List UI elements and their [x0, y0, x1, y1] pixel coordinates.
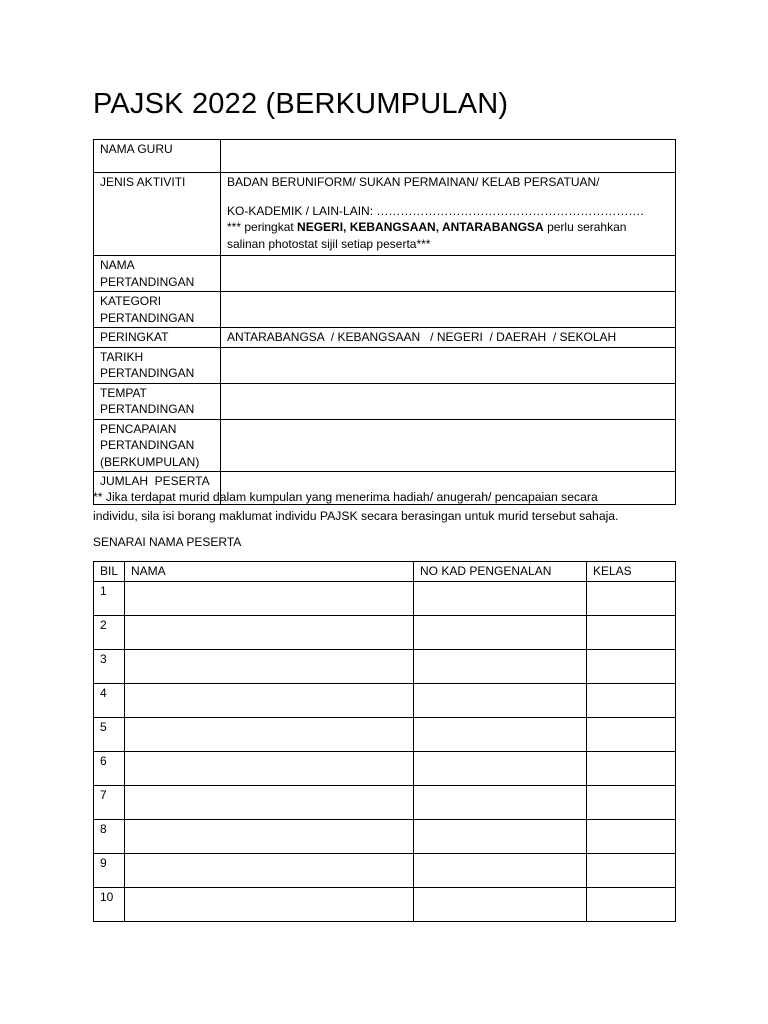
- nama-cell[interactable]: [125, 853, 414, 887]
- info-row-tarikh-pertandingan: [94, 347, 676, 383]
- senarai-heading: SENARAI NAMA PESERTA: [93, 535, 242, 549]
- header-bil: BIL: [94, 562, 125, 582]
- no-kad-cell[interactable]: [414, 649, 587, 683]
- info-table: [93, 139, 676, 505]
- note-suffix: perlu serahkan: [543, 220, 627, 234]
- info-row-peringkat: [94, 328, 676, 348]
- nama-cell[interactable]: [125, 785, 414, 819]
- peringkat-options[interactable]: ANTARABANGSA / KEBANGSAAN / NEGERI / DAERAH / SEKOLAH: [221, 328, 676, 348]
- table-row: [94, 853, 676, 887]
- footnote: [93, 488, 678, 526]
- label-line: PERTANDINGAN: [100, 438, 195, 452]
- label-line: PERTANDINGAN: [100, 274, 195, 289]
- no-kad-cell[interactable]: [414, 615, 587, 649]
- bil-cell: 3: [94, 649, 125, 683]
- nama-cell[interactable]: [125, 819, 414, 853]
- label-line: PENCAPAIAN: [100, 421, 177, 436]
- note-bold: NEGERI, KEBANGSAAN, ANTARABANGSA: [297, 220, 544, 234]
- table-row: [94, 785, 676, 819]
- participants-header-row: [94, 562, 676, 582]
- spacer: [227, 191, 669, 203]
- nama-cell[interactable]: [125, 683, 414, 717]
- jenis-aktiviti-note: [227, 219, 669, 236]
- label-line: PERTANDINGAN: [100, 402, 195, 416]
- table-row: [94, 581, 676, 615]
- bil-cell: 7: [94, 785, 125, 819]
- kelas-cell[interactable]: [587, 615, 676, 649]
- footnote-line: individu, sila isi borang maklumat individu PAJSK secara berasingan untuk murid tersebut sahaja.: [93, 509, 619, 523]
- no-kad-cell[interactable]: [414, 887, 587, 921]
- note-prefix: *** peringkat: [227, 220, 298, 234]
- info-row-pencapaian-pertandingan: [94, 419, 676, 472]
- pencapaian-pertandingan-label: [94, 419, 221, 472]
- no-kad-cell[interactable]: [414, 717, 587, 751]
- jenis-aktiviti-lain-lain: KO-KADEMIK / LAIN-LAIN: ………………………………………………………….: [227, 203, 644, 218]
- nama-cell[interactable]: [125, 615, 414, 649]
- peringkat-label: PERINGKAT: [94, 328, 221, 348]
- kelas-cell[interactable]: [587, 581, 676, 615]
- no-kad-cell[interactable]: [414, 785, 587, 819]
- bil-cell: 5: [94, 717, 125, 751]
- bil-cell: 9: [94, 853, 125, 887]
- no-kad-cell[interactable]: [414, 819, 587, 853]
- nama-cell[interactable]: [125, 751, 414, 785]
- kelas-cell[interactable]: [587, 683, 676, 717]
- table-row: [94, 683, 676, 717]
- info-row-tempat-pertandingan: [94, 383, 676, 419]
- kategori-pertandingan-label: [94, 292, 221, 328]
- jenis-aktiviti-note-line2: salinan photostat sijil setiap peserta***: [227, 236, 431, 251]
- tempat-pertandingan-label: [94, 383, 221, 419]
- no-kad-cell[interactable]: [414, 683, 587, 717]
- kelas-cell[interactable]: [587, 819, 676, 853]
- info-row-kategori-pertandingan: [94, 292, 676, 328]
- bil-cell: 10: [94, 887, 125, 921]
- kelas-cell[interactable]: [587, 887, 676, 921]
- info-row-nama-pertandingan: [94, 256, 676, 292]
- table-row: [94, 649, 676, 683]
- label-line: (BERKUMPULAN): [100, 454, 200, 469]
- tarikh-pertandingan-label: [94, 347, 221, 383]
- label-line: NAMA: [100, 258, 135, 272]
- jenis-aktiviti-label: JENIS AKTIVITI: [94, 173, 221, 256]
- kelas-cell[interactable]: [587, 649, 676, 683]
- label-line: PERTANDINGAN: [100, 366, 195, 380]
- table-row: [94, 819, 676, 853]
- bil-cell: 6: [94, 751, 125, 785]
- header-kelas: KELAS: [587, 562, 676, 582]
- label-line: KATEGORI: [100, 294, 162, 308]
- kelas-cell[interactable]: [587, 717, 676, 751]
- no-kad-cell[interactable]: [414, 581, 587, 615]
- tempat-pertandingan-field[interactable]: [221, 383, 676, 419]
- nama-cell[interactable]: [125, 649, 414, 683]
- info-row-nama-guru: [94, 140, 676, 173]
- page-title: PAJSK 2022 (BERKUMPULAN): [93, 88, 509, 120]
- kelas-cell[interactable]: [587, 853, 676, 887]
- label-line: PERTANDINGAN: [100, 310, 195, 325]
- no-kad-cell[interactable]: [414, 853, 587, 887]
- nama-cell[interactable]: [125, 887, 414, 921]
- table-row: [94, 615, 676, 649]
- pencapaian-pertandingan-field[interactable]: [221, 419, 676, 472]
- kelas-cell[interactable]: [587, 751, 676, 785]
- kategori-pertandingan-field[interactable]: [221, 292, 676, 328]
- nama-pertandingan-field[interactable]: [221, 256, 676, 292]
- jenis-aktiviti-options: BADAN BERUNIFORM/ SUKAN PERMAINAN/ KELAB PERSATUAN/: [227, 175, 600, 189]
- table-row: [94, 887, 676, 921]
- kelas-cell[interactable]: [587, 785, 676, 819]
- nama-cell[interactable]: [125, 581, 414, 615]
- bil-cell: 2: [94, 615, 125, 649]
- jenis-aktiviti-field[interactable]: [221, 173, 676, 256]
- footnote-line: ** Jika terdapat murid dalam kumpulan yang menerima hadiah/ anugerah/ pencapaian secara: [93, 490, 598, 504]
- participants-table: [93, 561, 676, 922]
- header-nama: NAMA: [125, 562, 414, 582]
- header-no-kad: NO KAD PENGENALAN: [414, 562, 587, 582]
- tarikh-pertandingan-field[interactable]: [221, 347, 676, 383]
- bil-cell: 4: [94, 683, 125, 717]
- label-line: TARIKH: [100, 349, 144, 364]
- nama-cell[interactable]: [125, 717, 414, 751]
- nama-pertandingan-label: [94, 256, 221, 292]
- bil-cell: 1: [94, 581, 125, 615]
- table-row: [94, 717, 676, 751]
- nama-guru-label: NAMA GURU: [94, 140, 221, 173]
- info-row-jenis-aktiviti: [94, 173, 676, 256]
- jumlah-peserta-label: JUMLAH PESERTA: [94, 472, 221, 505]
- bil-cell: 8: [94, 819, 125, 853]
- table-row: [94, 751, 676, 785]
- no-kad-cell[interactable]: [414, 751, 587, 785]
- label-line: TEMPAT: [100, 385, 147, 400]
- nama-guru-field[interactable]: [221, 140, 676, 173]
